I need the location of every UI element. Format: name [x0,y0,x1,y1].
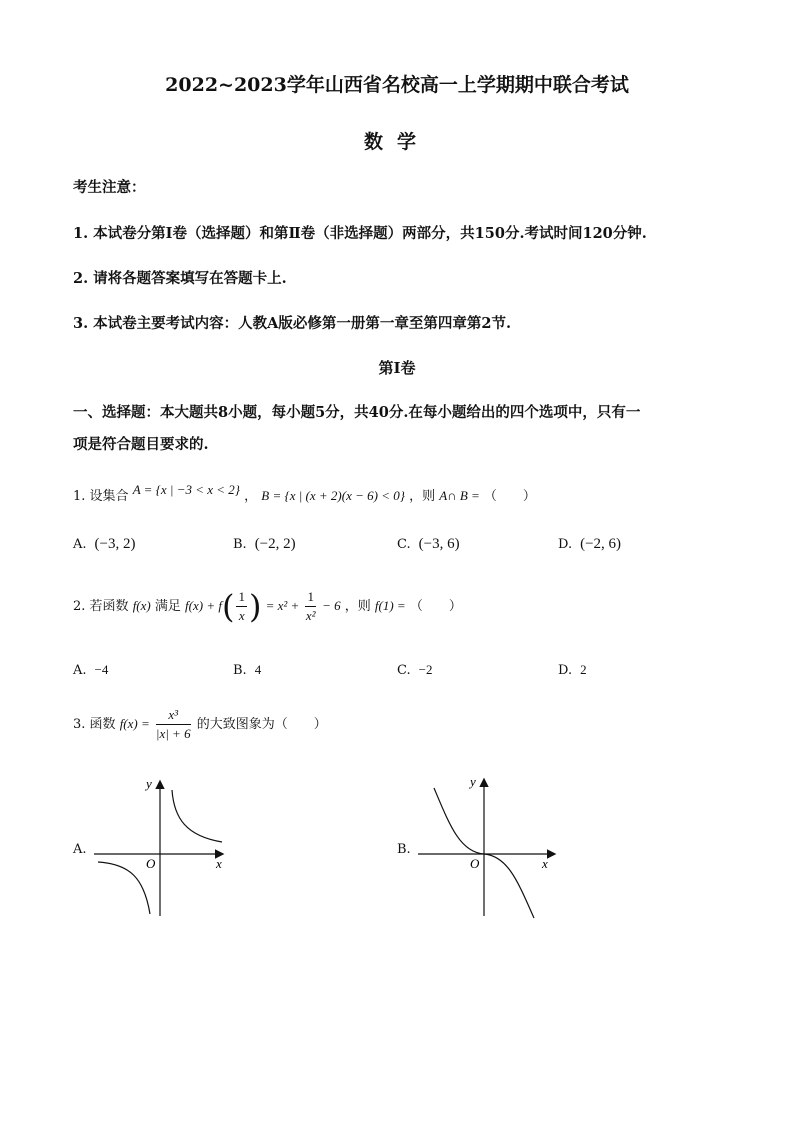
q2-eq-right-1: = x² + [265,598,300,613]
fraction-denominator: x² [305,608,316,623]
fraction-denominator: |x| + 6 [155,726,191,741]
q1-prefix: 1. 设集合 [73,489,129,504]
x-axis-label: x [542,856,548,871]
section-instruction-line2: 项是符合题目要求的. [73,436,209,453]
q3-option-b-label[interactable]: B. [397,842,411,857]
option-value: 4 [254,662,262,677]
q2-fraction-2 [305,588,316,625]
q3-option-a-label[interactable]: A. [73,842,87,857]
q1-option-d[interactable] [558,536,621,553]
q3-suffix: 的大致图象为（ ） [196,717,327,732]
q1-ask: ，则 [409,489,436,504]
y-axis-label: y [470,774,476,789]
q1-paren: （ ） [483,489,536,504]
q1-set-a: A = {x | −3 < x < 2} [132,482,240,497]
q3-graph-b[interactable] [414,770,564,920]
option-label: A. [73,537,87,552]
q2-option-b[interactable] [233,662,261,678]
q3-fraction [156,706,191,743]
option-label: D. [558,663,573,678]
option-label: C. [397,537,411,552]
option-label: D. [558,537,573,552]
q2-eq-right-2: − 6 [322,598,341,613]
curve-branch-left [98,862,150,914]
q1-separator: ， [244,489,258,504]
q2-ask: ，则 [344,599,371,614]
q3-prefix: 3. 函数 [73,717,116,732]
curve-branch-right [172,790,222,842]
option-value: (−3, 2) [94,536,136,552]
notice-item-1: 1. 本试卷分第Ⅰ卷（选择题）和第Ⅱ卷（非选择题）两部分，共150分.考试时间120分钟. [73,225,647,242]
option-value: −2 [418,662,433,677]
q1-option-c[interactable] [397,536,460,553]
section-instruction-line1: 一、选择题：本大题共8小题，每小题5分，共40分.在每小题给出的四个选项中，只有一 [73,404,641,421]
option-value: (−3, 6) [418,536,460,552]
notice-item-2: 2. 请将各题答案填写在答题卡上. [73,270,287,287]
q2-eq-left: f(x) + f [185,598,222,613]
option-value: 2 [580,662,587,677]
notice-heading: 考生注意： [73,179,146,196]
question-3 [73,706,327,743]
q2-paren: （ ） [409,599,462,614]
x-axis-label: x [216,856,222,871]
option-label: A. [73,663,87,678]
q2-prefix: 2. 若函数 [73,599,129,614]
option-label: B. [233,663,247,678]
fraction-numerator: x³ [156,706,191,725]
q1-expression: A∩ B = [439,488,480,503]
question-1 [73,482,536,504]
q3-graph-a[interactable] [90,770,240,920]
option-label: B. [233,537,247,552]
exam-title: 2022~2023学年山西省名校高一上学期期中联合考试 [165,74,629,96]
option-label: C. [397,663,411,678]
left-paren: ( [221,587,235,626]
q2-mid: 满足 [154,599,181,614]
option-value: (−2, 6) [580,536,622,552]
q2-target: f(1) = [374,598,406,613]
option-value: (−2, 2) [254,536,296,552]
notice-item-3: 3. 本试卷主要考试内容：人教A版必修第一册第一章至第四章第2节. [73,315,512,332]
option-value: −4 [94,662,109,677]
fraction-numerator: 1 [236,588,247,607]
y-axis-label: y [146,776,152,791]
q2-fraction-1 [236,588,247,625]
q2-option-d[interactable] [558,662,587,678]
right-paren: ) [248,587,262,626]
q1-option-a[interactable] [73,536,135,553]
q2-function: f(x) [132,598,151,613]
subject-title: 数学 [363,131,430,153]
q1-set-b: B = {x | (x + 2)(x − 6) < 0} [261,488,405,503]
fraction-denominator: x [238,608,245,623]
fraction-numerator: 1 [305,588,316,607]
origin-label: O [146,856,156,871]
part-title: 第Ⅰ卷 [378,359,416,377]
q1-option-b[interactable] [233,536,296,553]
q3-function: f(x) = [119,716,150,731]
question-2 [73,588,462,625]
q2-option-a[interactable] [73,662,108,678]
q2-option-c[interactable] [397,662,432,678]
origin-label: O [470,856,480,871]
